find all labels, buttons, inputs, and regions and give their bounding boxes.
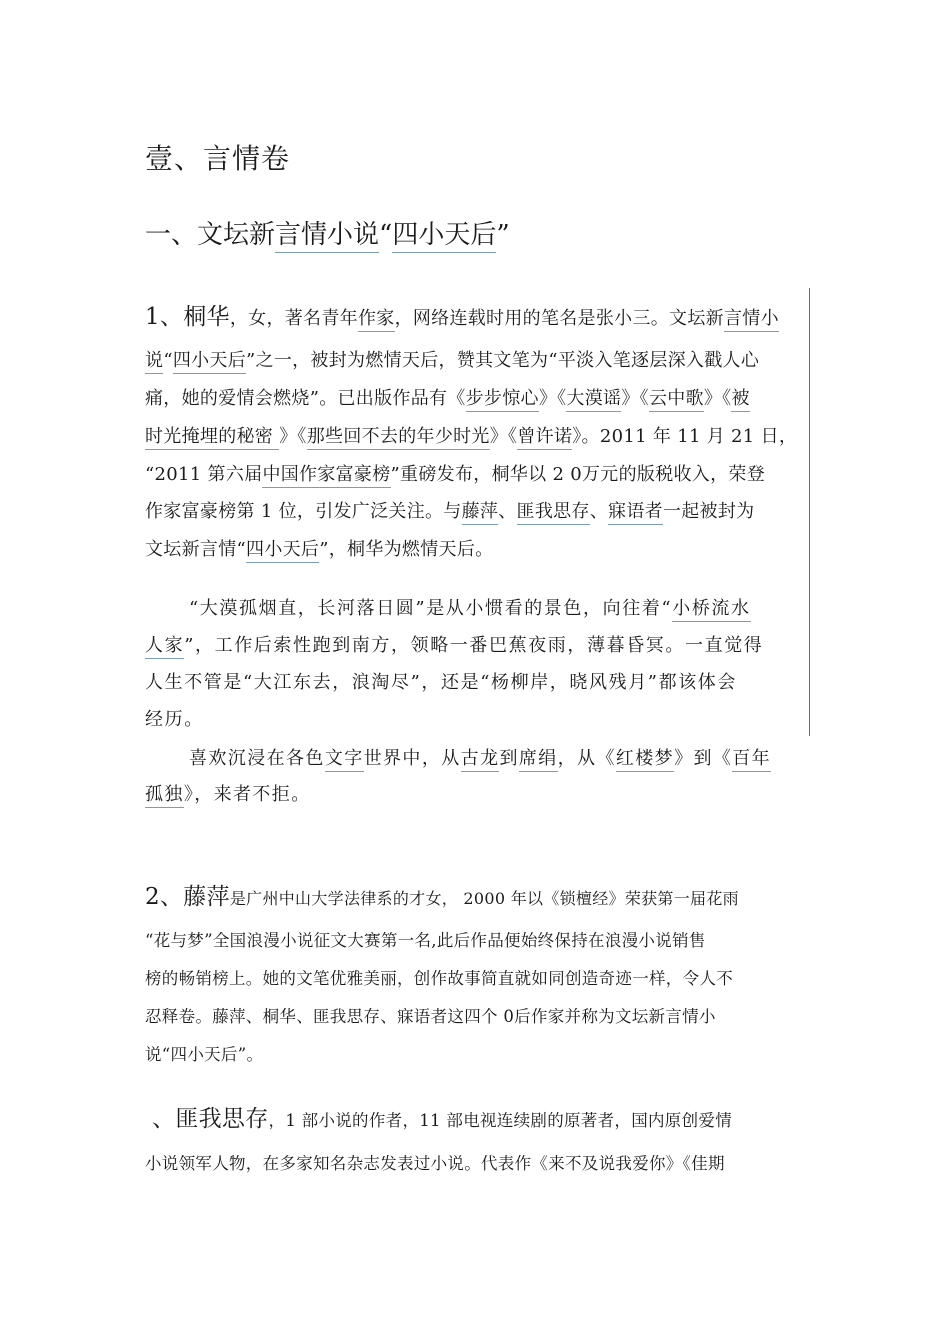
quote-line-2: 人家”，工作后索性跑到南方，领略一番巴蕉夜雨，薄暮昏冥。一直觉得 xyxy=(145,631,763,657)
s1-line-5: “2011 第六届中国作家富豪榜”重磅发布，桐华以 2 0万元的版税收入，荣登 xyxy=(145,460,765,486)
link-bubujingxin[interactable]: 步步惊心 xyxy=(466,388,539,412)
link-bei[interactable]: 被 xyxy=(731,388,749,412)
link-gulong[interactable]: 古龙 xyxy=(461,748,500,772)
link-novel[interactable]: 说 xyxy=(145,350,163,374)
link-xijuan[interactable]: 席绢 xyxy=(519,748,558,772)
link-four-queens[interactable]: 四小天后 xyxy=(392,220,496,253)
link-text[interactable]: 文字 xyxy=(325,748,364,772)
author-name-tonghua: 桐华 xyxy=(183,304,230,330)
read-line-2: 孤独》，来者不拒。 xyxy=(145,780,311,806)
s2-line-1: 2、藤萍是广州中山大学法律系的才女， 2000 年以《锁檀经》荣获第一届花雨 xyxy=(145,884,739,910)
link-damoyao[interactable]: 大漠谣 xyxy=(566,388,621,412)
link-romance[interactable]: 言情小 xyxy=(724,308,779,332)
link-four-queens-2[interactable]: 四小天后 xyxy=(173,350,246,374)
s2-line-4: 忍释卷。藤萍、桐华、匪我思存、寐语者这四个 0后作家并称为文坛新言情小 xyxy=(145,1007,716,1026)
quote-line-4: 经历。 xyxy=(145,709,204,730)
chapter-title: 一、文坛新言情小说“四小天后” xyxy=(145,214,510,251)
link-tengping[interactable]: 藤萍 xyxy=(462,501,499,525)
link-bainian[interactable]: 百年 xyxy=(732,748,771,772)
link-yunzhongge[interactable]: 云中歌 xyxy=(649,388,704,412)
link-meiyuzhe[interactable]: 寐语者 xyxy=(608,501,663,525)
link-gudu[interactable]: 孤独 xyxy=(145,784,184,808)
link-feiwosicun[interactable]: 匪我思存 xyxy=(517,501,590,525)
s1-line-7: 文坛新言情“四小天后”，桐华为燃情天后。 xyxy=(145,535,493,561)
link-youth-years[interactable]: 那些回不去的年少时光 xyxy=(307,426,490,450)
s2-line-5: 说“四小天后”。 xyxy=(145,1045,264,1064)
link-writer[interactable]: 作家 xyxy=(358,308,395,332)
link-rich-list[interactable]: 中国作家富豪榜 xyxy=(262,464,390,488)
quote-line-3: 人生不管是“大江东去，浪淘尽”，还是“杨柳岸，晓风残月”都该体会 xyxy=(145,672,738,693)
s1-line-2: 说“四小天后”之一，被封为燃情天后，赞其文笔为“平淡入笔逐层深入戳人心 xyxy=(145,346,759,372)
s1-line-1: 1、桐华，女，著名青年作家，网络连载时用的笔名是张小三。文坛新言情小 xyxy=(145,304,779,330)
link-romance-novel[interactable]: 言情小说 xyxy=(275,220,379,253)
s3-line-1: 、匪我思存，1 部小说的作者，11 部电视连续剧的原著者，国内原创爱情 xyxy=(152,1106,732,1132)
link-four-queens-3[interactable]: 四小天后 xyxy=(246,539,319,563)
s1-line-6: 作家富豪榜第 1 位，引发广泛关注。与藤萍、匪我思存、寐语者一起被封为 xyxy=(145,497,754,523)
revision-bar xyxy=(809,288,810,736)
link-honglou[interactable]: 红楼梦 xyxy=(616,748,674,772)
s1-line-4: 时光掩埋的秘密 》《那些回不去的年少时光》《曾许诺》。2011 年 11 月 21 日， xyxy=(145,422,797,448)
s3-line-2: 小说领军人物，在多家知名杂志发表过小说。代表作《来不及说我爱你》《佳期 xyxy=(145,1154,725,1173)
link-zengxunuo[interactable]: 曾许诺 xyxy=(517,426,572,450)
s1-line-3: 痛，她的爱情会燃烧”。已出版作品有《步步惊心》《大漠谣》《云中歌》《被 xyxy=(145,384,750,410)
read-line-1: 喜欢沉浸在各色文字世界中，从古龙到席绢，从《红楼梦》到《百年 xyxy=(189,744,771,770)
link-household[interactable]: 人家 xyxy=(145,635,184,659)
s2-line-3: 榜的畅销榜上。她的文笔优雅美丽，创作故事简直就如同创造奇迹一样，令人不 xyxy=(145,969,733,988)
link-buried-secret[interactable]: 时光掩埋的秘密 xyxy=(145,426,279,450)
author-name-tengping: 藤萍 xyxy=(183,884,230,910)
link-bridge-water[interactable]: 小桥流水 xyxy=(672,598,750,622)
quote-line-1: “大漠孤烟直，长河落日圆”是从小惯看的景色，向往着“小桥流水 xyxy=(189,594,751,620)
author-name-feiwosicun: 匪我思存 xyxy=(175,1106,269,1132)
s2-line-2: “花与梦”全国浪漫小说征文大赛第一名,此后作品便始终保持在浪漫小说销售 xyxy=(145,931,706,950)
volume-title: 壹、言情卷 xyxy=(145,142,291,175)
